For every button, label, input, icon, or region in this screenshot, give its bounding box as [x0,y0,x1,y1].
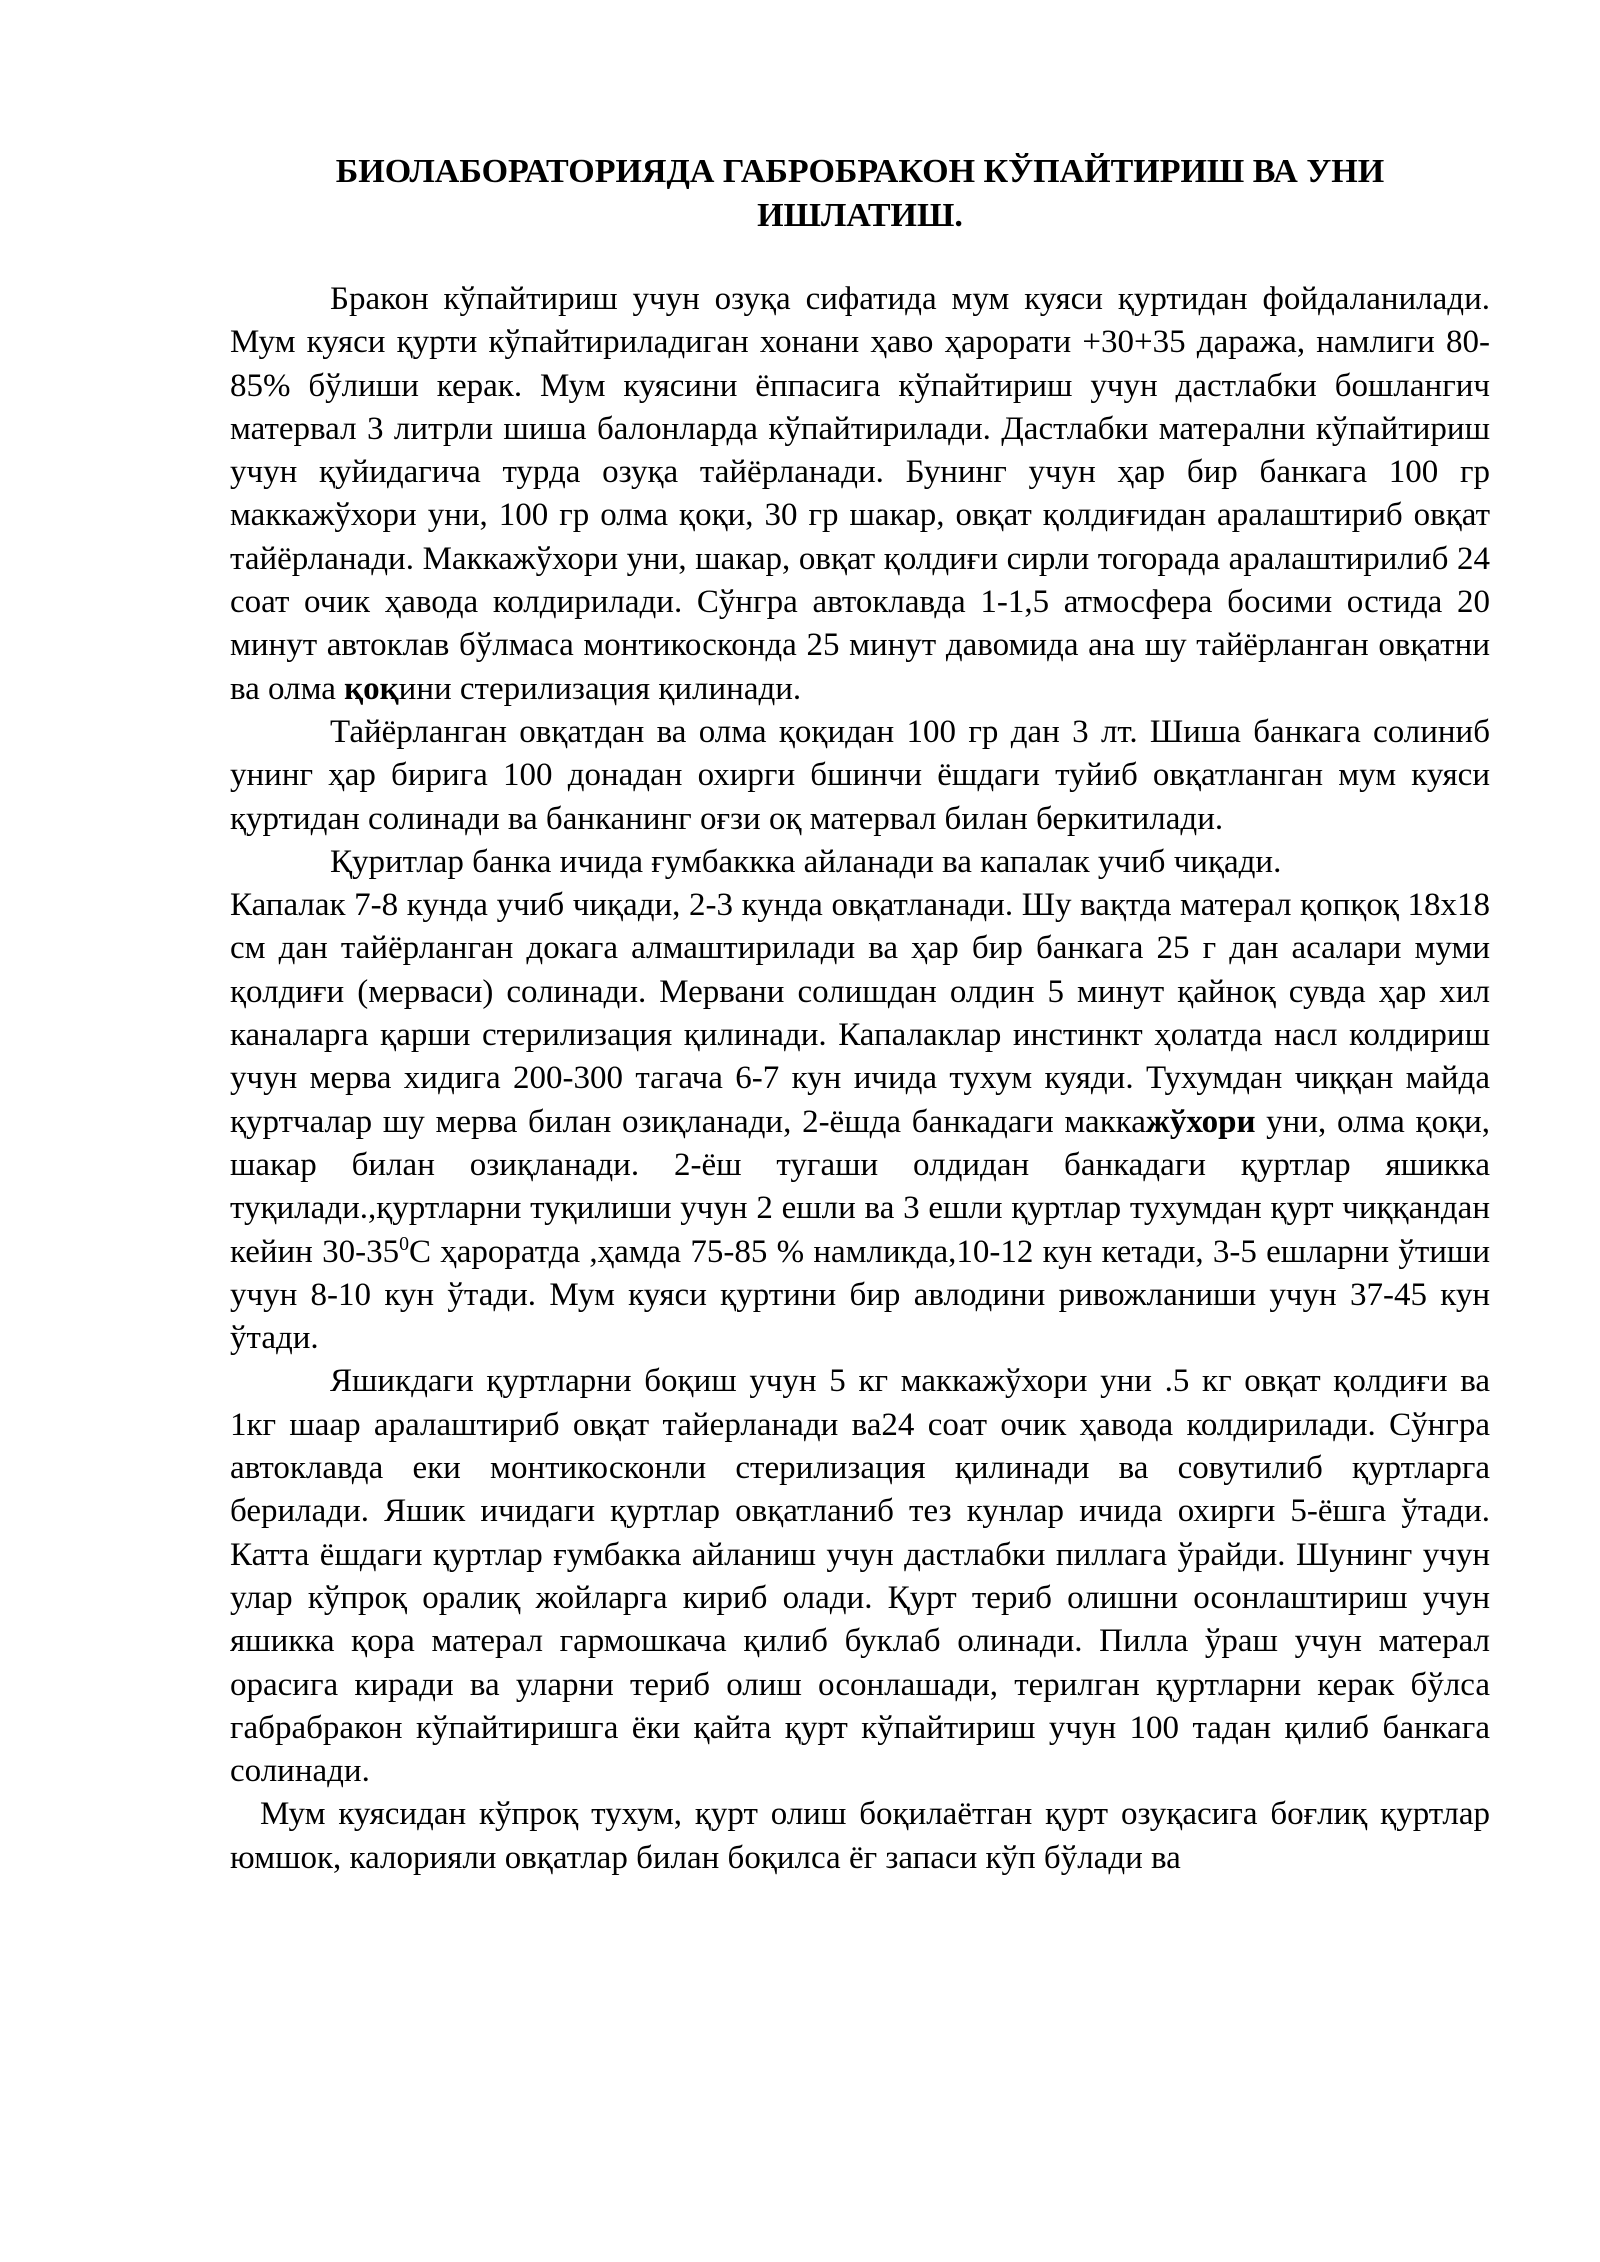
document-title: БИОЛАБОРАТОРИЯДА ГАБРОБРАКОН КЎПАЙТИРИШ ВА УНИ ИШЛАТИШ. [335,153,1385,234]
paragraph-4: Яшикдаги қуртларни боқиш учун 5 кг маккажўхори уни .5 кг овқат қолдиғи ва 1кг шаар аралаштириб овқат тайерланади ва24 соат очик ҳаводa колдирилади. Сўнгра автоклавда еки монтикосконли стерилизация қилинади ва совутилиб қуртларга берилади. Яшик ичидаги қуртлар овқатланиб тез кунлар ичида охирги 5-ёшга ўтади. Катта ёшдаги қуртлар ғумбакка айланиш учун дастлабки пиллага ўрайди. Шунинг учун улар кўпроқ оралиқ жойларга кириб олади. Қурт териб олишни осонлаштириш учун яшикка қора матерал гармошкача қилиб буклаб олинади. Пилла ўраш учун матерал орасига киради ва уларни териб олиш осонлашади, терилган қуртларни керак бўлса габрабракон кўпайтиришга ёки қайта қурт кўпайтириш учун 100 тадан қилиб банкага солинади. [230,1363,1490,1790]
paragraph-1-bold: қоқ [344,670,399,707]
paragraph-3 [230,841,1490,884]
paragraph-1-text: Бракон кўпайтириш учун озуқа сифатида мум куяси қуртидан фойдаланилади. Мум куяси қурти кўпайтириладиган хонани ҳаво ҳарорати +30+35 даража, намлиги 80-85% бўлиши керак. Мум куясини ёппасига кўпайтириш учун дастлабки бошлангич матервал 3 литрли шиша балонларда кўпайтирилади. Дастлабки матерални кўпайтириш учун қуйидагича турда озуқа тайёрланади. Бунинг учун ҳар бир банкага 100 гр маккажўхори уни, 100 гр олма қоқи, 30 гр шакар, овқат қолдиғидан аралаштириб овқат тайёрланади. Маккажўхори уни, шакар, овқат қолдиғи сирли тогорада аралаштирилиб 24 соат очик ҳаводa колдирилади. Сўнгра автоклавда 1-1,5 атмосфера босими остида 20 минут автоклав бўлмаса монтикосконда 25 минут давомида ана шу тайёрланган овқатни ва олма [230,281,1490,707]
paragraph-5: Мум куясидан кўпроқ тухум, қурт олиш боқилаётган қурт озуқасига боғлиқ қуртлар юмшок, калорияли овқатлар билан боқилса ёг запаси кўп бўлади ва [230,1796,1490,1876]
paragraph-2: Тайёрланган овқатдан ва олма қоқидан 100 гр дан 3 лт. Шиша банкага солиниб унинг ҳар бирига 100 донадан охирги бшинчи ёшдаги туйиб овқатланган мум куяси қуртидан солинади ва банканинг оғзи оқ матервал билан беркитилади. [230,713,1490,837]
paragraph-3-body [230,884,1490,1360]
paragraph-3-text-end: С ҳароратда ,ҳамда 75-85 % намликда,10-12 кун кетади, 3-5 ешларни ўтиши учун 8-10 кун ўтади. Мум куяси қуртини бир авлодини ривожланиши учун 37-45 кун ўтади. [230,1233,1490,1357]
degree-superscript: 0 [399,1232,409,1255]
paragraph-3-text: Капалак 7-8 кунда учиб чиқади, 2-3 кунда овқатланади. Шу вақтда матерал қопқоқ 18х18 см дан тайёрланган докага алмаштирилади ва ҳар бир банкага 25 г дан асалари муми қолдиғи (мерваси) солинади. Мервани солишдан олдин 5 минут қайноқ сувда ҳар хил каналарга қарши стерилизация қилинади. Капалаклар инстинкт ҳолатда насл колдириш учун мерва хидига 200-300 тагача 6-7 кун ичида тухум куяди. Тухумдан чиққан майда қуртчалар шу мерва билан озиқланади, 2-ёшда банкадаги макка [230,887,1490,1140]
paragraph-1-text-end: ини стерилизация қилинади. [398,670,802,707]
paragraph-3-text-mid: уни, олма қоқи, шакар билан озиқланади. 2-ёш тугаши олдидан банкадаги қуртлар яшикка туқилади.,қуртларни туқилиши учун 2 ешли ва 3 ешли қуртлар тухумдан қурт чиққандан кейин 30-35 [230,1103,1491,1270]
document-page [230,150,1490,1880]
paragraph-1 [230,278,1490,711]
paragraph-3-bold: жўхори [1145,1103,1256,1140]
paragraph-3-first-line: Қуритлар банка ичида ғумбаккка айланади ва капалак учиб чиқади. [330,843,1282,880]
